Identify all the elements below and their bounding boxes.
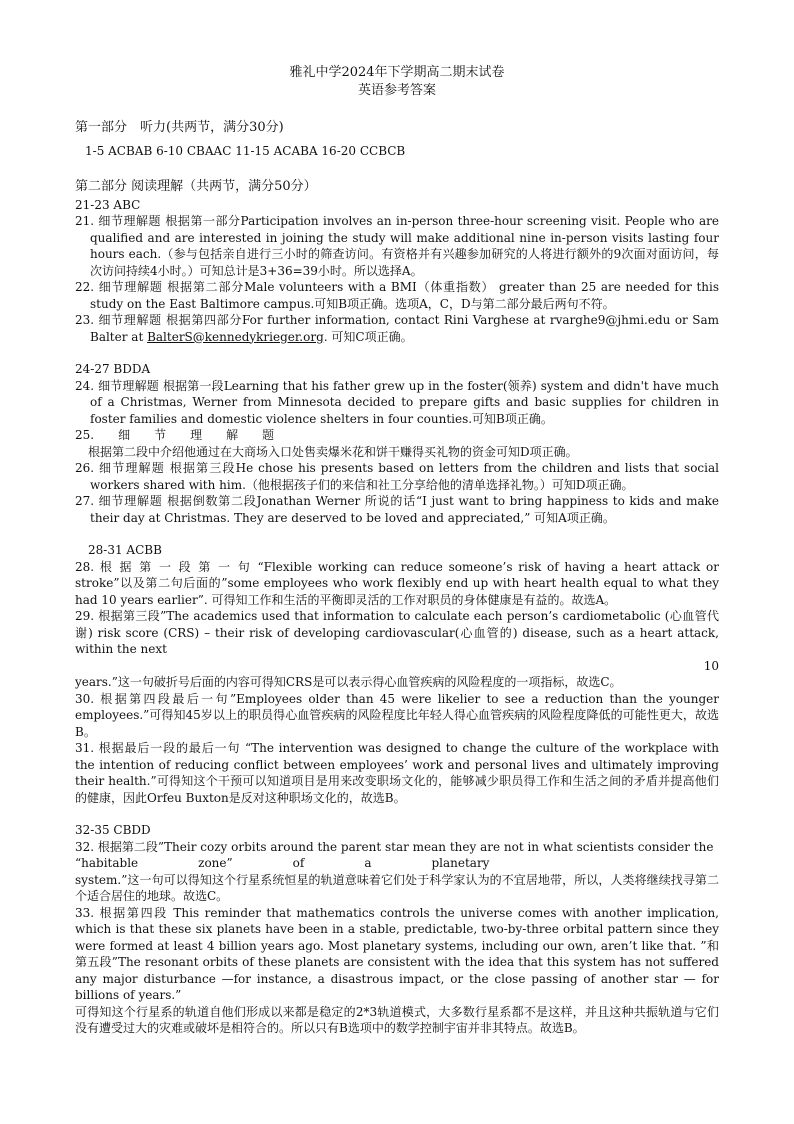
question-32-explanation-cont: system.”这一句可以得知这个行星系统恒星的轨道意味着它们处于科学家认为的不宜居地带，所以，人类将继续找寻第二个适合居住的地球。故选C。 (75, 872, 719, 903)
group-range: 21-23 ABC (75, 197, 141, 212)
question-26-explanation: 26. 细节理解题 根据第三段He chose his presents based on letters from the children and lists that social workers shared with him.（他根据孩子们的来信和社工分享给他的清单选择礼物。）可知D项正确。 (75, 461, 719, 492)
page-title: 雅礼中学2024年下学期高二期末试卷 (289, 65, 505, 80)
group-range: 24-27 BDDA (75, 362, 151, 376)
question-32-quote: “habitable zone” of a planetary (75, 856, 490, 870)
question-32-explanation: 32. 根据第二段”Their cozy orbits around the parent star mean they are not in what scientists consider the (75, 839, 714, 854)
question-29-explanation: 29. 根据第三段”The academics used that information to calculate each person’s cardiometabolic (心血管代谢) risk score (CRS) – their risk of developing cardiovascular(心血管的) disease, such as a heart attack, within the next (75, 609, 719, 656)
group-range: 32-35 CBDD (75, 823, 151, 837)
answer-group-28-31 (75, 542, 719, 806)
question-24-explanation: 24. 细节理解题 根据第一段Learning that his father grew up in the foster(领养) system and didn't have much of a Christmas, Werner from Minnesota decided to prepare gifts and basic supplies for children in foster families and domestic violence shelters in four counties.可知B项正确。 (75, 378, 719, 426)
question-23-explanation: 23. 细节理解题 根据第四部分For further information, contact Rini Varghese at rvarghe9@jhmi.edu or Sam Balter at BalterS@kennedykrieger.org. 可知C项正确。 (75, 313, 719, 344)
answer-group-21-23 (75, 197, 719, 346)
group-range: 28-31 ACBB (88, 543, 162, 557)
answer-group-32-35 (75, 822, 719, 1037)
part1-answers: 1-5 ACBAB 6-10 CBAAC 11-15 ACABA 16-20 CCBCB (85, 143, 406, 158)
answer-group-24-27 (75, 361, 719, 526)
page-subtitle: 英语参考答案 (357, 83, 436, 98)
part2-heading: 第二部分 阅读理解（共两节，满分50分） (75, 179, 317, 194)
question-25-explanation: 根据第二段中介绍他通过在大商场入口处售卖爆米花和饼干赚得买礼物的资金可知D项正确。 (88, 444, 578, 459)
answer-document (75, 64, 719, 1037)
question-29-number: 10 (703, 658, 719, 673)
question-22-explanation: 22. 细节理解题 根据第二部分Male volunteers with a BMI（体重指数） greater than 25 are needed for this study on the East Baltimore campus.可知B项正确。选项A，C，D与第二部分最后两句不符。 (75, 280, 719, 311)
question-21-explanation: 21. 细节理解题 根据第一部分Participation involves an in-person three-hour screening visit. People who are qualified and are interested in joining the study will make additional nine in-person visits lasting four hours each.（参与包括亲自进行三小时的筛查访问。有资格并有兴趣参加研究的人将进行额外的9次面对面访问，每次访问持续4小时。）可知总计是3+36=39小时。所以选择A。 (75, 214, 719, 278)
question-28-explanation: 28. 根 据 第 一 段 第 一 句 “Flexible working can reduce someone’s risk of having a heart attack or stroke”以及第二句后面的”some employees who work flexibly end up with heart health equal to what they had 10 years earlier”. 可得知工作和生活的平衡即灵活的工作对职员的身体健康是有益的。故选A。 (75, 559, 719, 607)
email-link[interactable]: BalterS@kennedykrieger.org (147, 329, 324, 344)
question-30-explanation: 30. 根据第四段最后一句”Employees older than 45 were likelier to see a reduction than the younger employees.”可得知45岁以上的职员得心血管疾病的风险程度比年轻人得心血管疾病的风险程度降低的可能性更大，故选B。 (75, 691, 719, 739)
question-33-explanation-cont: 可得知这个行星系的轨道自他们形成以来都是稳定的2*3轨道模式，大多数行星系都不是这样，并且这种共振轨道与它们没有遭受过大的灾难或破坏是相符合的。所以只有B选项中的数学控制宇宙并非其特点。故选B。 (75, 1004, 719, 1035)
question-29-explanation-cont: years.”这一句破折号后面的内容可得知CRS是可以表示得心血管疾病的风险程度的一项指标，故选C。 (75, 675, 622, 689)
question-33-explanation: 33. 根据第四段 This reminder that mathematics controls the universe comes with another implication, which is that these six planets have been in a stable, predictable, two-by-three orbital pattern since they were formed at least 4 billion years ago. Most planetary systems, including our own, aren’t like that. ”和第五段”The resonant orbits of these planets are consistent with the idea that this system has not suffered any major disturbance —for instance, a disastrous impact, or the close passing of another star — for billions of years.” (75, 905, 719, 1002)
part1-heading: 第一部分 听力(共两节，满分30分) (75, 120, 284, 135)
question-27-explanation: 27. 细节理解题 根据倒数第二段Jonathan Werner 所说的话“I just want to bring happiness to kids and make their day at Christmas. They are deserved to be loved and appreciated,” 可知A项正确。 (75, 494, 719, 525)
question-31-explanation: 31. 根据最后一段的最后一句 “The intervention was designed to change the culture of the workplace with the intention of reducing conflict between employees’ work and personal lives and ultimately improving their health.”可得知这个干预可以知道项目是用来改变职场文化的，能够减少职员得工作和生活之间的矛盾并提高他们的健康，因此Orfeu Buxton是反对这种职场文化的，故选B。 (75, 741, 719, 805)
question-25-label: 25. 细 节 理 解 题 (75, 428, 275, 442)
